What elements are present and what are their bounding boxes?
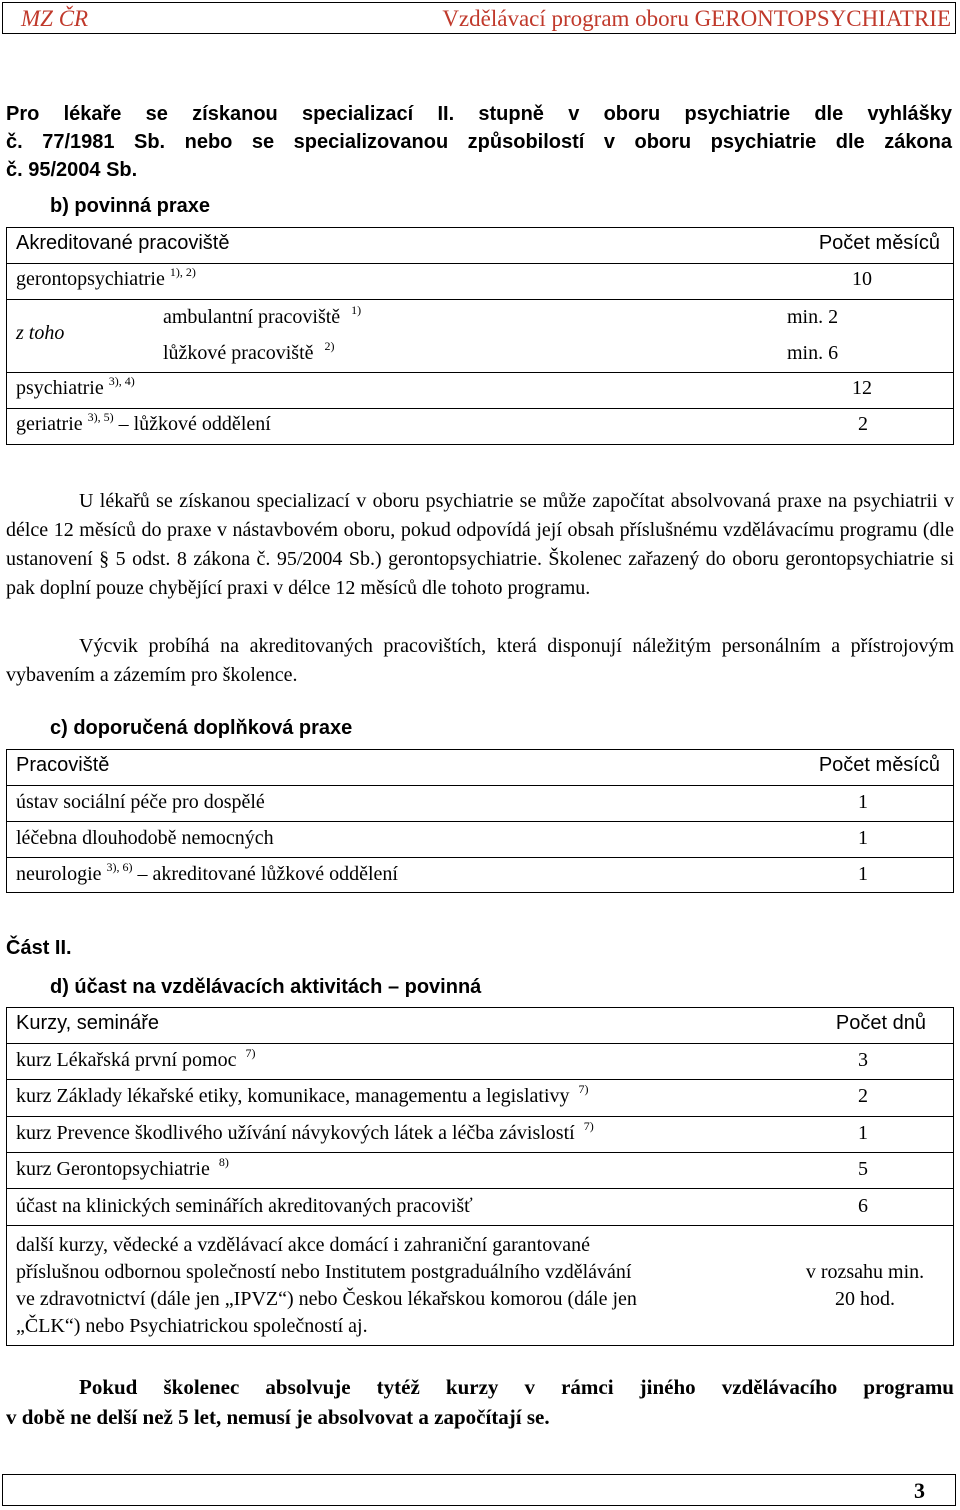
row-value: 1 xyxy=(858,791,868,813)
table-d-header-right: Počet dnů xyxy=(835,1012,926,1034)
closing-line-2: v době ne delší než 5 let, nemusí je absolvovat a započítají se. xyxy=(6,1405,550,1429)
divider xyxy=(6,1043,954,1044)
footnote-ref: 1) xyxy=(351,303,362,317)
table-d-header-left: Kurzy, semináře xyxy=(16,1012,160,1034)
section-d-title xyxy=(50,976,481,999)
row-label: neurologie xyxy=(16,863,102,885)
divider xyxy=(6,1116,954,1117)
row-value: 10 xyxy=(852,268,872,290)
divider xyxy=(6,1079,954,1080)
divider xyxy=(6,1225,954,1226)
row-value: 1 xyxy=(858,1122,868,1144)
closing-note xyxy=(6,1372,954,1432)
row-value: min. 6 xyxy=(787,342,839,364)
row-line: příslušnou odbornou společností nebo Institutem postgraduálního vzdělávání xyxy=(16,1261,632,1283)
dash: – xyxy=(137,863,148,885)
page-number: 3 xyxy=(914,1478,925,1503)
row-label: geriatrie xyxy=(16,413,83,435)
row-label-2: lůžkové oddělení xyxy=(133,413,271,435)
divider xyxy=(6,299,954,300)
row-label: ústav sociální péče pro dospělé xyxy=(16,791,265,813)
intro-line-2: č. 77/1981 Sb. nebo se specializovanou způsobilostí v oboru psychiatrie dle zákona xyxy=(6,131,952,153)
closing-line-1: Pokud školenec absolvuje tytéž kurzy v rámci jiného vzdělávacího programu xyxy=(79,1375,954,1399)
page-header xyxy=(2,2,956,34)
paragraph-2: Výcvik probíhá na akreditovaných pracovištích, která disponují náležitým personálním a přístrojovým vybavením a zázemím pro školence. xyxy=(6,635,954,686)
row-label: kurz Lékařská první pomoc xyxy=(16,1049,237,1071)
row-psychiatrie xyxy=(16,374,135,400)
page-footer xyxy=(2,1474,956,1506)
row-geriatrie xyxy=(16,410,271,436)
intro-line-1: Pro lékaře se získanou specializací II. stupně v oboru psychiatrie dle vyhlášky xyxy=(6,103,952,125)
course-row xyxy=(16,1155,229,1181)
row-line: další kurzy, vědecké a vzdělávací akce domácí i zahraniční garantované xyxy=(16,1234,590,1256)
divider xyxy=(6,1152,954,1153)
row-value: 1 xyxy=(858,863,868,885)
ztoho-label: z toho xyxy=(16,322,65,344)
footnote-ref: 7) xyxy=(578,1082,589,1096)
intro-paragraph xyxy=(6,100,952,184)
row-value: 3 xyxy=(858,1049,868,1071)
row-value: 5 xyxy=(858,1158,868,1180)
row-luzkove xyxy=(163,339,335,365)
row-value: 2 xyxy=(858,1085,868,1107)
table-b-header-right: Počet měsíců xyxy=(818,232,940,254)
footnote-ref: 8) xyxy=(218,1155,229,1169)
course-row xyxy=(16,1046,256,1072)
other-value xyxy=(780,1259,950,1313)
divider xyxy=(6,408,954,409)
row-label: gerontopsychiatrie xyxy=(16,268,165,290)
divider xyxy=(6,785,954,786)
footnote-ref: 1), 2) xyxy=(169,265,196,279)
row-value: 1 xyxy=(858,827,868,849)
row-label-2: akreditované lůžkové oddělení xyxy=(152,863,398,885)
row-label: účast na klinických seminářích akreditovaných pracovišť xyxy=(16,1195,473,1217)
dash: – xyxy=(118,413,129,435)
value-line: v rozsahu min. xyxy=(805,1261,925,1283)
row-label: lůžkové pracoviště xyxy=(163,342,314,364)
row-line: ve zdravotnictví (dále jen „IPVZ“) nebo Českou lékařskou komorou (dále jen xyxy=(16,1288,637,1310)
intro-line-3: č. 95/2004 Sb. xyxy=(6,159,138,181)
divider xyxy=(6,821,954,822)
row-gerontopsychiatrie xyxy=(16,265,196,291)
header-left: MZ ČR xyxy=(21,6,89,31)
table-c-header-right: Počet měsíců xyxy=(818,754,940,776)
value-line: 20 hod. xyxy=(835,1288,895,1310)
table-b-header-left: Akreditované pracoviště xyxy=(16,232,230,254)
divider xyxy=(6,372,954,373)
divider xyxy=(6,857,954,858)
row-line: „ČLK“) nebo Psychiatrickou společností aj. xyxy=(16,1315,368,1337)
footnote-ref: 3), 6) xyxy=(106,860,133,874)
footnote-ref: 7) xyxy=(583,1119,594,1133)
section-c-title: c) doporučená doplňková praxe xyxy=(50,717,353,739)
row-value: 12 xyxy=(852,377,872,399)
row-ambulantni xyxy=(163,303,362,329)
footnote-ref: 2) xyxy=(324,339,335,353)
section-d-title-b: povinná xyxy=(404,976,482,998)
row-value: min. 2 xyxy=(787,306,839,328)
dash: – xyxy=(387,976,400,998)
section-d-title-a: d) účast na vzdělávacích aktivitách xyxy=(50,976,383,998)
footnote-ref: 3), 5) xyxy=(87,410,114,424)
part-title: Část II. xyxy=(6,937,72,959)
footnote-ref: 7) xyxy=(245,1046,256,1060)
course-row xyxy=(16,1082,589,1108)
row-label: léčebna dlouhodobě nemocných xyxy=(16,827,274,849)
course-row-other xyxy=(16,1232,637,1340)
row-neurologie xyxy=(16,860,398,886)
course-row xyxy=(16,1119,594,1145)
divider xyxy=(6,1188,954,1189)
paragraph-1: U lékařů se získanou specializací v oboru psychiatrie se může započítat absolvovaná praxe na psychiatrii v délce 12 měsíců do praxe v nástavbovém oboru, pokud odpovídá její obsah příslušnému vzdělávacímu programu (dle ustanovení § 5 odst. 8 zákona č. 95/2004 Sb.) gerontopsychiatrie. Školenec zařazený do oboru gerontopsychiatrie si pak doplní pouze chybějící praxi v délce 12 měsíců dle tohoto programu. xyxy=(6,490,954,599)
table-c-header-left: Pracoviště xyxy=(16,754,110,776)
footnote-ref: 3), 4) xyxy=(108,374,135,388)
header-right: Vzdělávací program oboru GERONTOPSYCHIATRIE xyxy=(442,6,951,31)
row-value: 6 xyxy=(858,1195,868,1217)
row-label: kurz Základy lékařské etiky, komunikace, managementu a legislativy xyxy=(16,1085,570,1107)
section-b-title: b) povinná praxe xyxy=(50,195,211,217)
divider xyxy=(6,263,954,264)
row-label: kurz Prevence škodlivého užívání návykových látek a léčba závislostí xyxy=(16,1122,575,1144)
row-value: 2 xyxy=(858,413,868,435)
row-label: ambulantní pracoviště xyxy=(163,306,341,328)
row-label: psychiatrie xyxy=(16,377,104,399)
row-label: kurz Gerontopsychiatrie xyxy=(16,1158,210,1180)
